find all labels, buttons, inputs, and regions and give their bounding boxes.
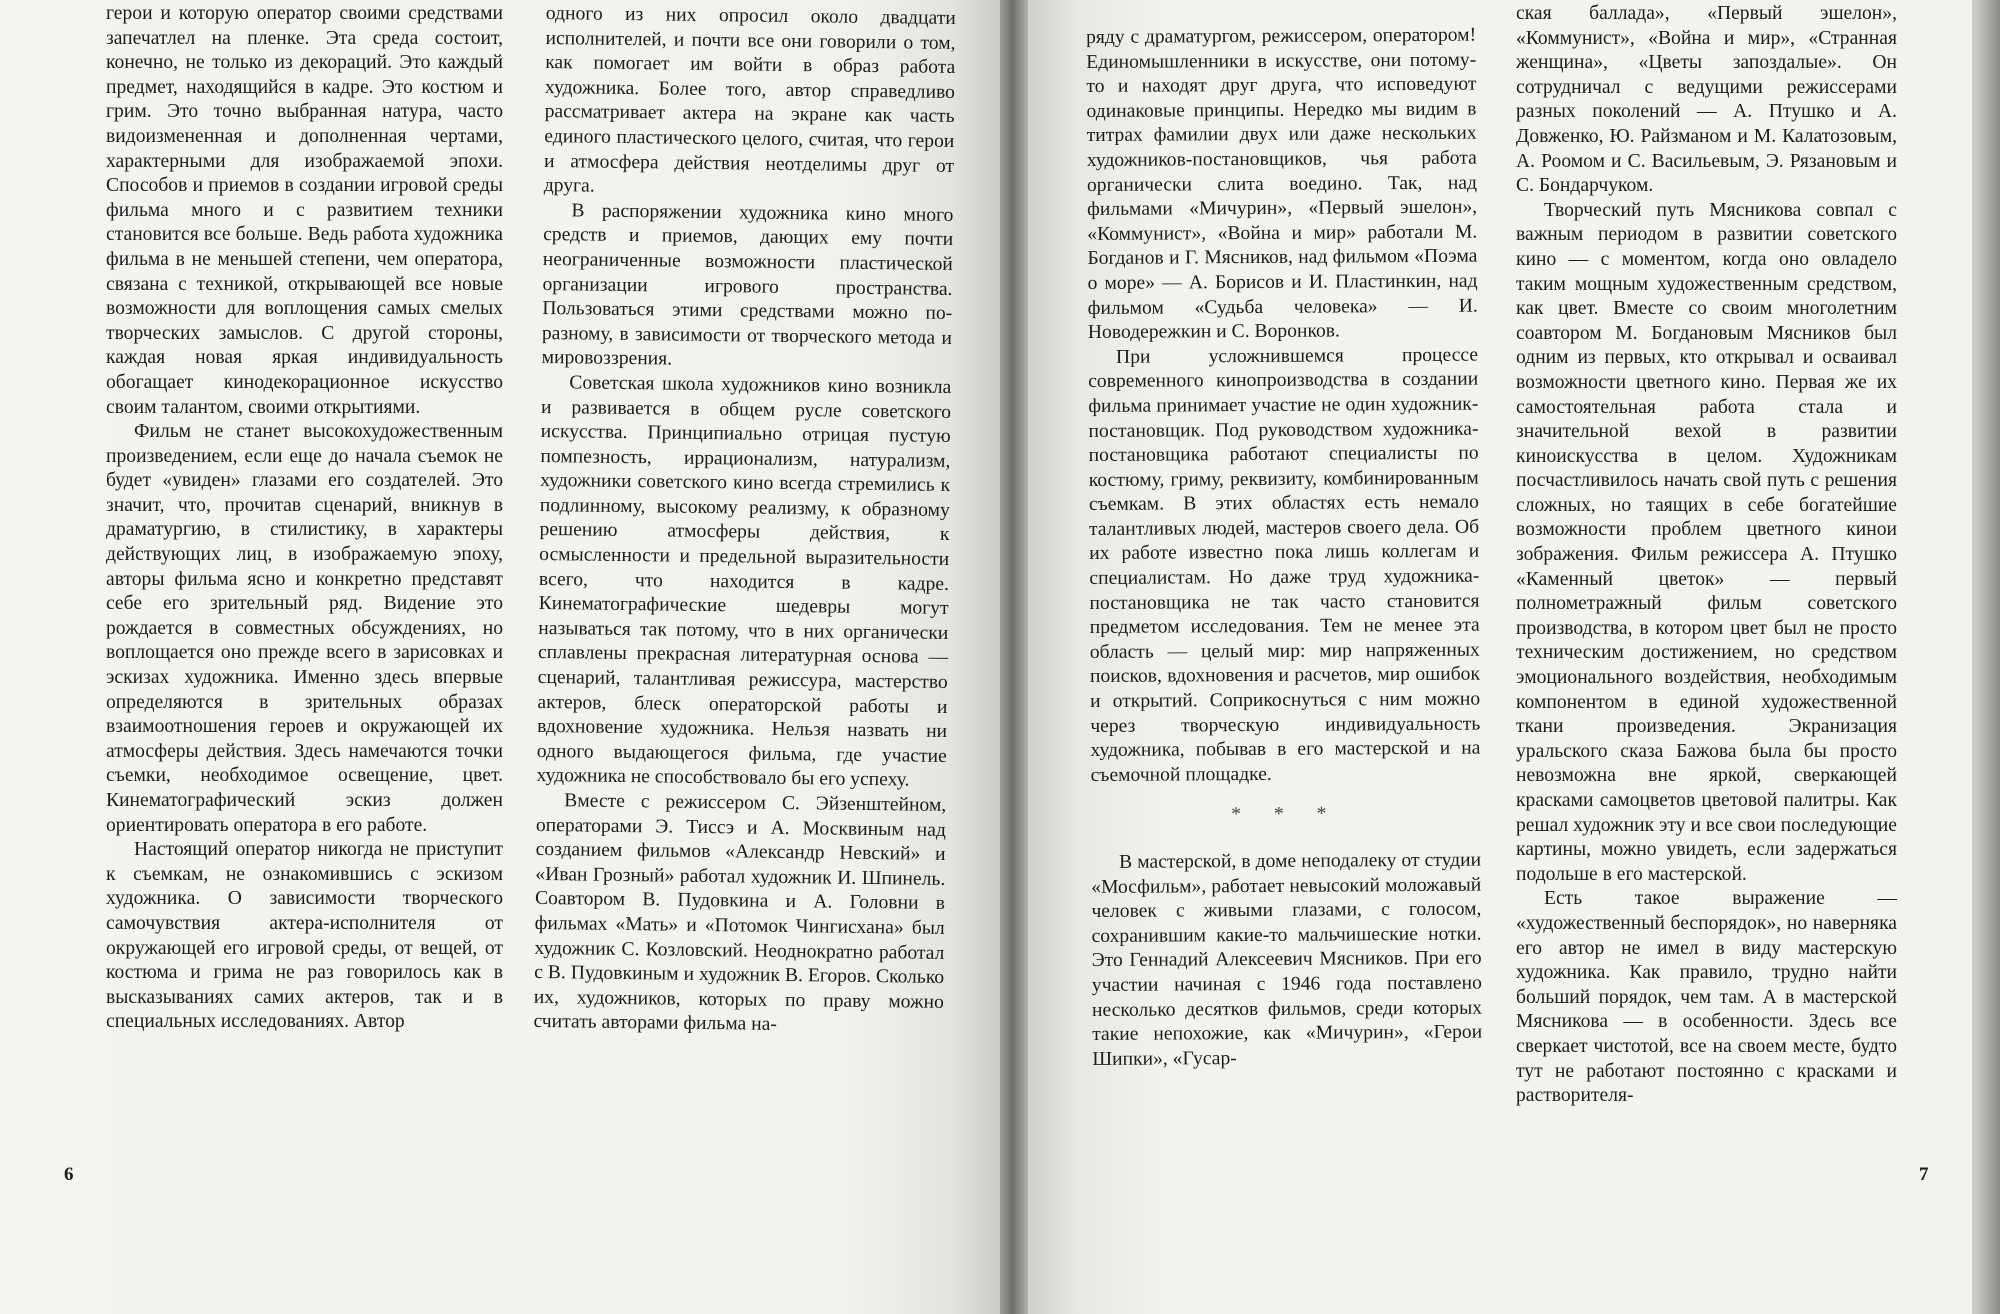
book-gutter xyxy=(1000,0,1028,1314)
paragraph: ская баллада», «Первый эшелон», «Коммунист», «Война и мир», «Странная женщина», «Цветы запоздалые». Он сотрудничал с ведущими режиссерами разных поколений — А. Птушко и А. Довженко, Ю. Райзманом и М. Калатозовым, А. Роомом и С. Васильевым, Э. Рязановым и С. Бондарчуком. xyxy=(1516,3,1897,197)
left-page-column-2 xyxy=(533,2,956,1040)
paragraph: Советская школа художников кино возникла и развивается в общем русле советского искусства. Принципиально отрицая пустую помпезность, иррационализм, натурализм, художники советского кино всегда стремились к подлинному, высокому реализму, к образному решению атмосферы действия, к осмысленности и предельной выразительности всего, что находится в кадре. Кинематографические шедевры могут называться так потому, что в них органически сплавлены прекрасная литературная основа — сценарий, талантливая режиссура, мастерство актеров, блеск операторской работы и вдохновение художника. Нельзя назвать ни одного выдающегося фильма, где участие художника не способствовало бы его успеху. xyxy=(536,372,952,791)
paragraph: При усложнившемся процессе современного кинопроизводства в создании фильма принимает участие не один художник-постановщик. Под руководством художника-постановщика работают специалисты по костюму, гриму, реквизиту, комбинированным съемкам. В этих областях есть немало талантливых людей, мастеров своего дела. Об их работе известно пока лишь коллегам и специалистам. Но даже труд художника-постановщика не так часто становится предметом исследования. Тем не менее эта область — целый мир: мир напряженных поисков, вдохновения и расчетов, мир ошибок и открытий. Соприкоснуться с ним можно через творческую индивидуальность художника, побывав в его мастерской и на съемочной площадке. xyxy=(1088,344,1481,786)
paragraph: Вместе с режиссером С. Эйзенштейном, операторами Э. Тиссэ и А. Москвиным над созданием фильмов «Александр Невский» и «Иван Грозный» работал художник И. Шпинель. Соавтором В. Пудовкина и А. Головни в фильмах «Мать» и «Потомок Чингисхана» был художник С. Козловский. Неоднократно работал с В. Пудовкиным и художник В. Егоров. Сколько их, художников, которых по праву можно считать авторами фильма на- xyxy=(533,790,947,1036)
page-number: 6 xyxy=(64,1164,74,1185)
paragraph: Есть такое выражение — «художественный беспорядок», но наверняка его автор не имел в виду мастерскую художника. Как правило, трудно найти больший порядок, чем там. А в мастерской Мясникова — в особенности. Здесь все сверкает чистотой, все на своем месте, будто тут не работают постоянно с красками и растворителя- xyxy=(1516,888,1897,1107)
left-page-column-1 xyxy=(106,2,503,1035)
paragraph: герои и которую оператор своими средствами запечатлел на пленке. Эта среда состоит, конечно, не только из декораций. Это каждый предмет, находящийся в кадре. Это костюм и грим. Это точно выбранная натура, часто видоизмененная и дополненная чертами, характерными для изображаемой эпохи. Способов и приемов в создании игровой среды фильма много и с развитием техники становится все больше. Ведь работа художника фильма в не меньшей степени, чем оператора, связана с техникой, открывающей все новые возможности для воплощения самых смелых творческих замыслов. С другой стороны, каждая новая яркая индивидуальность обогащает кинодекорационное искусство своим талантом, своими открытиями. xyxy=(106,3,503,418)
book-edge xyxy=(1972,0,2000,1314)
paragraph: одного из них опросил около двадцати исполнителей, и почти все они говорили о том, как помогает им войти в образ работа художника. Более того, автор справедливо рассматривает актера на экране как часть единого пластического целого, считая, что герои и атмосфера действия неотделимы друг от друга. xyxy=(543,2,956,197)
paragraph: Настоящий оператор никогда не приступит к съемкам, не ознакомившись с эскизом художника. О зависимости творческого самочувствия актера-исполнителя от окружающей его игровой среды, от вещей, от костюма и грима не раз говорилось как в высказываниях самих актеров, так и в специальных исследованиях. Автор xyxy=(106,839,503,1033)
section-divider: * * * xyxy=(1231,803,1341,826)
right-page-column-2 xyxy=(1516,2,1897,1109)
paragraph: В распоряжении художника кино много средств и приемов, дающих ему почти неограниченные возможности пластической организации игрового пространства. Пользоваться этими средствами можно по-разному, в зависимости от творческого метода и мировоззрения. xyxy=(541,200,954,370)
paragraph: В мастерской, в доме неподалеку от студии «Мосфильм», работает невысокий моложавый человек с живыми глазами, с голосом, сохранившим какие-то мальчишеские нотки. Это Геннадий Алексеевич Мясников. При его участии начиная с 1946 года поставлено несколько десятков фильмов, среди которых такие непохожие, как «Мичурин», «Герои Шипки», «Гусар- xyxy=(1091,849,1483,1070)
paragraph: ряду с драматургом, режиссером, оператором! Единомышленники в искусстве, они потому-то и находят друг друга, что исповедуют одинаковые принципы. Нередко мы видим в титрах фамилии двух или даже нескольких художников-постановщиков, чья работа органически слита воедино. Так, над фильмами «Мичурин», «Первый эшелон», «Коммунист», «Война и мир» работали М. Богданов и Г. Мясников, над фильмом «Поэма о море» — А. Борисов и И. Пластинкин, над фильмом «Судьба человека» — И. Новодережкин и С. Воронков. xyxy=(1086,24,1478,344)
page-number: 7 xyxy=(1919,1164,1929,1185)
right-page xyxy=(1028,0,2000,1314)
paragraph: Фильм не станет высокохудожественным произведением, если еще до начала съемок не будет «увиден» глазами его создателей. Это значит, что, прочитав сценарий, вникнув в драматургию, в стилистику, в характеры действующих лиц, в изображаемую эпоху, авторы фильма ясно и конкретно представят себе его зрительный ряд. Видение это рождается в совместных обсуждениях, но воплощается оно прежде всего в зарисовках и эскизах художника. Именно здесь впервые определяются в зрительных образах взаимоотношения героев и окружающей их атмосферы действия. Здесь намечаются точки съемки, необходимое освещение, цвет. Кинематографический эскиз должен ориентировать оператора в его работе. xyxy=(106,421,503,836)
right-page-column-1 xyxy=(1086,24,1482,1073)
paragraph: Творческий путь Мясникова совпал с важным периодом в развитии советского кино — с моментом, когда оно овладело таким мощным художественным средством, как цвет. Вместе со своим многолетним соавтором М. Богдановым Мясников был одним из первых, кто открывал и осваивал возможности цветного кино. Первая же их самостоятельная работа стала и значительной вехой в развитии киноискусства в целом. Художникам посчастливилось начать свой путь с решения сложных, но таящих в себе богатейшие возможности проблем цветного кинои зображения. Фильм режиссера А. Птушко «Каменный цветок» — первый полнометражный фильм советского производства, в котором цвет был не просто техническим достижением, но средством эмоционального воздействия, необходимым компонентом в единой художественной ткани произведения. Экранизация уральского сказа Бажова была бы просто невозможна вне яркой, сверкающей красками самоцветов цветовой палитры. Как решал художник эту и все свои последующие картины, можно увидеть, если задержаться подольше в его мастерской. xyxy=(1516,199,1897,885)
